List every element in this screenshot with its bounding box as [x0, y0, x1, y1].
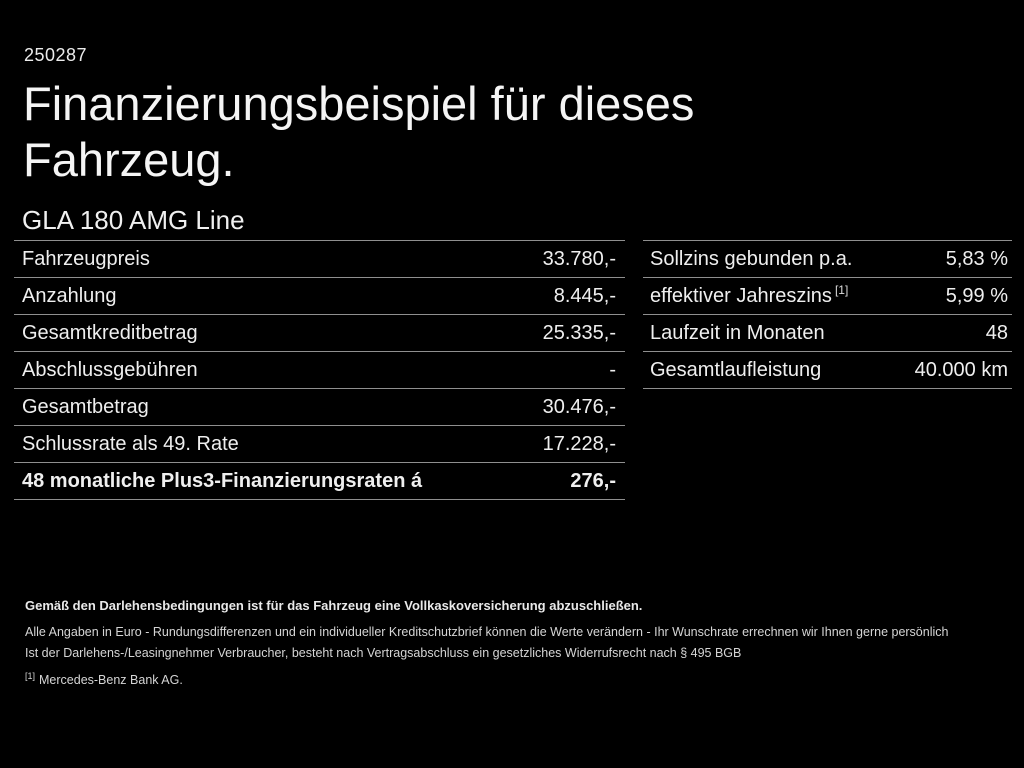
financing-table-right	[643, 240, 1012, 389]
row-value: -	[609, 358, 616, 381]
table-row-monatsrate	[14, 462, 625, 500]
bank-footnote	[25, 671, 1000, 687]
table-row-effektiver-jahreszins	[643, 277, 1012, 314]
row-value: 17.228,-	[542, 432, 616, 455]
disclaimer-line2: Ist der Darlehens-/Leasingnehmer Verbraucher, besteht nach Vertragsabschluss ein gesetzliches Widerrufsrecht nach § 495 BGB	[25, 646, 742, 660]
page-title-line2: Fahrzeug.	[23, 133, 235, 186]
row-label: Fahrzeugpreis	[22, 247, 150, 270]
row-value: 5,83 %	[945, 247, 1008, 270]
document-number: 250287	[24, 45, 88, 65]
table-row-gesamtlaufleistung	[643, 351, 1012, 389]
table-row-gesamtkreditbetrag	[14, 314, 625, 351]
row-value: 8.445,-	[553, 284, 616, 307]
financing-table-left	[14, 240, 625, 500]
row-value: 48	[985, 321, 1008, 344]
disclaimer-line1: Alle Angaben in Euro - Rundungsdifferenzen und ein individueller Kreditschutzbrief können die Werte verändern - Ihr Wunschrate errechnen wir Ihnen gerne persönlich	[25, 625, 949, 639]
table-row-laufzeit	[643, 314, 1012, 351]
row-value: 30.476,-	[542, 395, 616, 418]
page-title	[23, 76, 694, 188]
footnote-marker-superscript: [1]	[834, 282, 849, 297]
table-row-schlussrate	[14, 425, 625, 462]
row-label: Gesamtbetrag	[22, 395, 149, 418]
table-row-gesamtbetrag	[14, 388, 625, 425]
row-label: effektiver Jahreszins [1]	[650, 282, 849, 307]
row-value: 5,99 %	[945, 284, 1008, 307]
row-value: 33.780,-	[542, 247, 616, 270]
fineprint-block	[25, 598, 1000, 687]
table-row-abschlussgebuehren	[14, 351, 625, 388]
row-label: Abschlussgebühren	[22, 358, 198, 381]
row-label: Sollzins gebunden p.a.	[650, 247, 853, 270]
footnote-marker: [1]	[25, 671, 36, 681]
row-value: 25.335,-	[542, 321, 616, 344]
footnote-text: Mercedes-Benz Bank AG.	[39, 673, 183, 688]
row-label: Laufzeit in Monaten	[650, 321, 825, 344]
row-label: Gesamtlaufleistung	[650, 358, 822, 381]
table-row-fahrzeugpreis	[14, 240, 625, 277]
insurance-note: Gemäß den Darlehensbedingungen ist für das Fahrzeug eine Vollkaskoversicherung abzuschließen.	[25, 598, 643, 613]
table-row-anzahlung	[14, 277, 625, 314]
row-label: Gesamtkreditbetrag	[22, 321, 198, 344]
row-value: 276,-	[570, 469, 616, 492]
row-label: 48 monatliche Plus3-Finanzierungsraten á	[22, 469, 423, 492]
row-label: Anzahlung	[22, 284, 117, 307]
row-label: Schlussrate als 49. Rate	[22, 432, 239, 455]
vehicle-model: GLA 180 AMG Line	[22, 205, 245, 235]
table-row-sollzins	[643, 240, 1012, 277]
row-value: 40.000 km	[914, 358, 1008, 381]
page-title-line1: Finanzierungsbeispiel für dieses	[23, 77, 695, 130]
